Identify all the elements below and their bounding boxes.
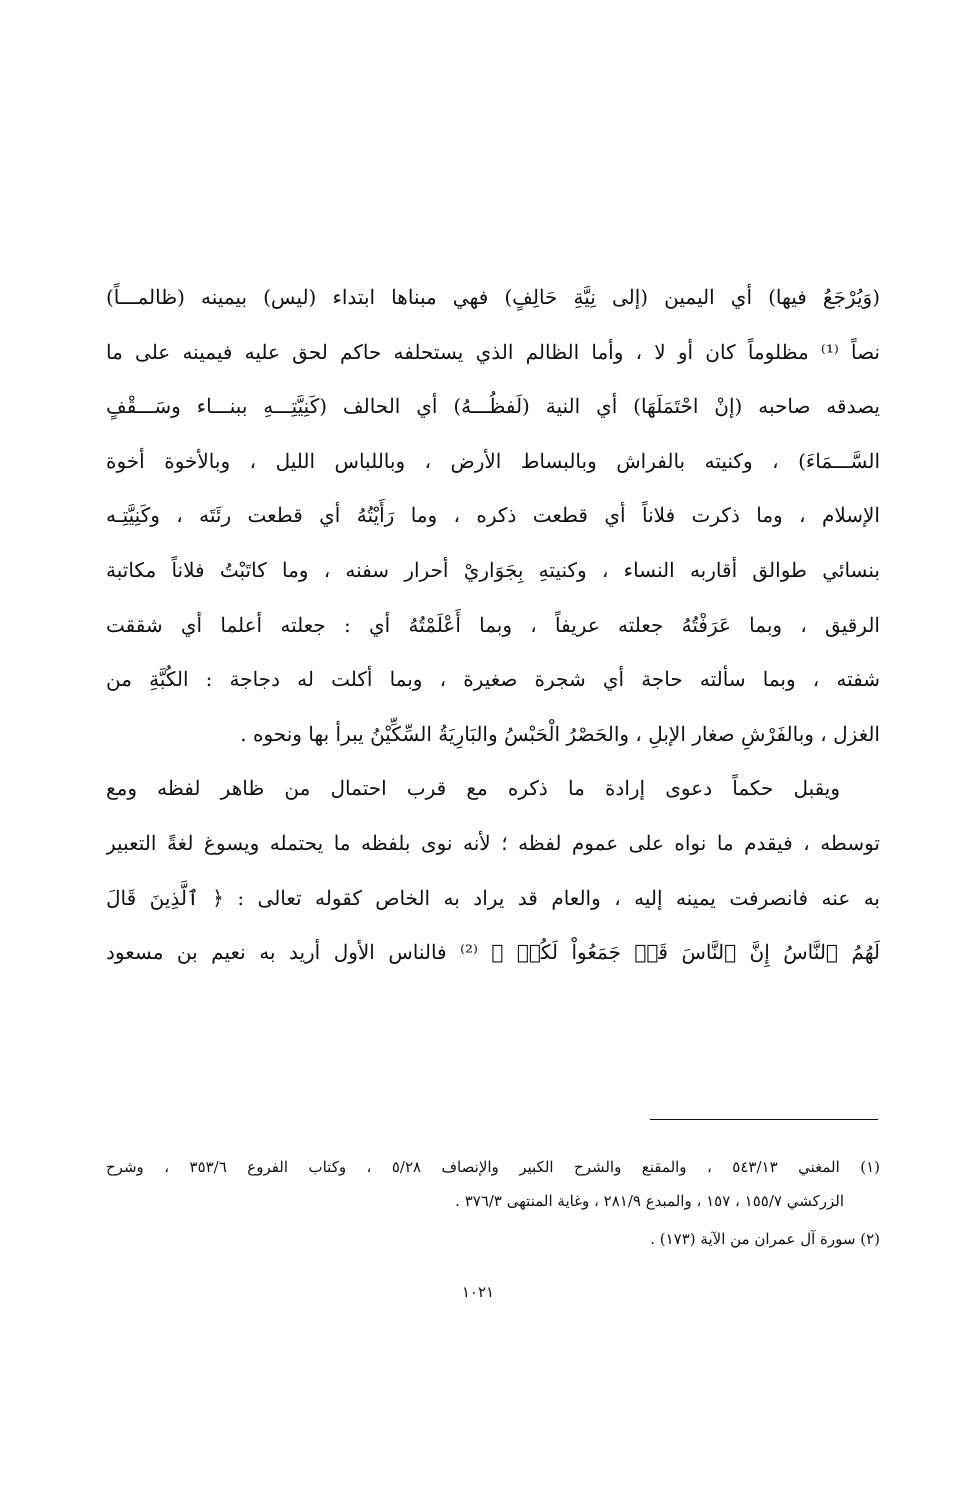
text-line: الغزل ، وبالفَرْشِ صغار الإبلِ ، والحَصْرُ الْحَبْسُ والبَارِيَةُ السِّكِّيْنُ يبرأ بها ونحوه .: [240, 721, 880, 746]
footnote-2: (٢) سورة آل عمران من الآية (١٧٣) .: [650, 1230, 880, 1248]
text-line: ويقبل حكماً دعوى إرادة ما ذكره مع قرب احتمال من ظاهر لفظه ومع: [106, 776, 840, 801]
text-line: السَّـــمَاءَ) ، وكنيته بالفراش وبالبساط الأرض ، وباللباس الليل ، وبالأخوة أخوة: [106, 448, 880, 473]
text-line: يصدقه صاحبه (إنْ احْتَمَلَهَا) أي النية (لَفظُـــهُ) أي الحالف (كَنِيَّتِـــهِ ببنـــاء وسَـــقْفٍ: [106, 394, 880, 419]
text-line: الإسلام ، وما ذكرت فلاناً أي قطعت ذكره ، وما رَأَيْتُهُ أي قطعت رئَتَه ، وكَنِيَّتِـه: [106, 503, 880, 528]
text-line: لَهُمُ ٱلنَّاسُ إِنَّ ٱلنَّاسَ قَدۡ جَمَعُواْ لَكُمۡ ﴾ ⁽²⁾ فالناس الأول أريد به نعيم بن مسعود: [106, 940, 880, 965]
text-line: نصاً ⁽¹⁾ مظلوماً كان أو لا ، وأما الظالم الذي يستحلفه حاكم لحق عليه فيمينه على ما: [106, 339, 880, 364]
text-line: (وَيُرْجَعُ فيها) أي اليمين (إلى نِيَّةِ حَالِفٍ) فهي مبناها ابتداء (ليس) بيمينه (ظالمـــاً): [106, 285, 880, 309]
page-number: ١٠٢١: [461, 1283, 495, 1301]
footnote-1-continued: الزركشي ١٥٥/٧ ، ١٥٧ ، والمبدع ٢٨١/٩ ، وغاية المنتهى ٣٧٦/٣ .: [455, 1192, 844, 1210]
text-line: بنسائي طوالق أقاربه النساء ، وكنيتهِ بِجَوَاريْ أحرار سفنه ، وما كاتَبْتُ فلاناً مكاتبة: [106, 557, 880, 582]
main-text: [106, 270, 880, 980]
text-line: الرقيق ، وبما عَرَفْتُهُ جعلته عريفاً ، وبما أَعْلَمْتُهُ أي : جعلته أعلما أي شققت: [106, 612, 880, 637]
footnotes: [106, 1150, 880, 1256]
footnote-divider: [650, 1119, 878, 1120]
text-line: توسطه ، فيقدم ما نواه على عموم لفظه ؛ لأنه نوى بلفظه ما يحتمله ويسوغ لغةً التعبير: [106, 830, 880, 855]
footnote-1: (١) المغني ٥٤٣/١٣ ، والمقنع والشرح الكبير والإنصاف ٥/٢٨ ، وكتاب الفروع ٣٥٣/٦ ، وشرح: [106, 1158, 880, 1176]
text-line: به عنه فانصرفت يمينه إليه ، والعام قد يراد به الخاص كقوله تعالى : ﴿ ٱلَّذِينَ قَالَ: [106, 885, 880, 910]
text-line: شفته ، وبما سألته حاجة أي شجرة صغيرة ، وبما أكلت له دجاجة : الكُبَّةِ من: [106, 667, 880, 692]
